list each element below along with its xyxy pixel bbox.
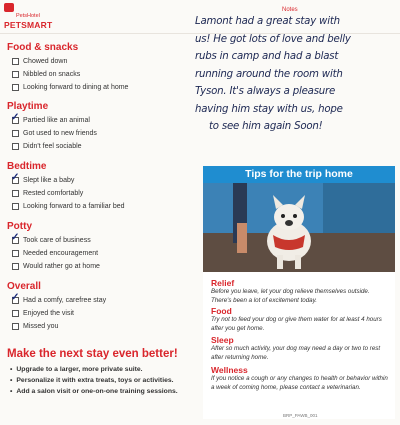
checkbox[interactable] xyxy=(12,143,19,150)
checklist-item[interactable] xyxy=(7,82,128,95)
tip-body: Before you leave, let your dog relieve themselves outside. There's been a lot of excitement today. xyxy=(211,288,370,304)
checklist-label: Looking forward to a familiar bed xyxy=(23,203,125,210)
cta-title: Make the next stay even better! xyxy=(7,348,178,360)
checklist-label: Partied like an animal xyxy=(23,117,90,124)
notes-line: Tyson. It's always a pleasure xyxy=(195,86,336,97)
tip-body: Try not to feed your dog or give them water for at least 4 hours after you get home. xyxy=(211,316,382,332)
cta-bullet-list xyxy=(10,364,178,397)
checklist-label: Needed encouragement xyxy=(23,250,99,257)
checklist-item[interactable] xyxy=(7,261,100,274)
checkmark-icon: ✓ xyxy=(11,112,20,123)
section-title: Potty xyxy=(7,221,32,232)
checklist-item[interactable] xyxy=(7,292,107,308)
dog-photo xyxy=(203,183,395,272)
checklist-label: Chowed down xyxy=(23,58,68,65)
checkmark-icon: ✓ xyxy=(11,232,20,243)
checklist-label: Didn't feel sociable xyxy=(23,143,82,150)
tip-title: Relief xyxy=(211,278,235,288)
checklist-item[interactable] xyxy=(7,308,106,321)
checklist-label: Slept like a baby xyxy=(23,177,75,184)
checklist-item[interactable] xyxy=(7,172,125,188)
checklist-label: Rested comfortably xyxy=(23,190,84,197)
checklist-item[interactable] xyxy=(7,128,97,141)
checkbox[interactable] xyxy=(12,84,19,91)
checkbox[interactable] xyxy=(12,130,19,137)
logo-text: PETSMART xyxy=(4,20,53,30)
checklist-label: Had a comfy, carefree stay xyxy=(23,297,107,304)
checklist-label: Enjoyed the visit xyxy=(23,310,74,317)
tip-body: If you notice a cough or any changes to health or behavior within a week of coming home, please contact a veterinarian. xyxy=(211,375,388,391)
footer-code: BRP_PAWB_001 xyxy=(283,413,318,418)
section-food xyxy=(7,42,128,95)
notes-line: us! He got lots of love and belly xyxy=(195,33,351,45)
logo-mark-icon xyxy=(4,3,14,12)
tip-wellness xyxy=(211,365,389,392)
checkmark-icon: ✓ xyxy=(11,292,20,303)
checkbox[interactable] xyxy=(12,190,19,197)
section-potty xyxy=(7,221,100,274)
checklist-label: Would rather go at home xyxy=(23,263,100,270)
tip-body: After so much activity, your dog may need a day or two to rest after returning home. xyxy=(211,345,381,361)
tips-panel xyxy=(203,166,395,419)
checklist-item[interactable] xyxy=(7,56,128,69)
tip-title: Sleep xyxy=(211,335,234,345)
dog-illustration-icon xyxy=(203,183,395,272)
cta-bullet: • Add a salon visit or one-on-one training sessions. xyxy=(10,386,178,397)
checkbox[interactable] xyxy=(12,263,19,270)
notes-line: Lamont had a great stay with xyxy=(195,16,340,27)
section-title: Playtime xyxy=(7,101,49,112)
checklist-item[interactable] xyxy=(7,232,100,248)
checkbox[interactable] xyxy=(12,250,19,257)
notes-line: running around the room with xyxy=(195,68,343,80)
notes-line: having him stay with us, hope xyxy=(195,103,343,115)
section-overall xyxy=(7,281,106,334)
tip-relief xyxy=(211,278,389,305)
notes-line: to see him again Soon! xyxy=(209,121,323,132)
checkbox[interactable] xyxy=(12,58,19,65)
tips-header: Tips for the trip home xyxy=(203,166,395,183)
checkbox[interactable] xyxy=(12,323,19,330)
checklist-label: Missed you xyxy=(23,323,59,330)
cta-bullet: • Upgrade to a larger, more private suite. xyxy=(10,364,178,375)
checklist-item[interactable] xyxy=(7,248,100,261)
section-playtime xyxy=(7,101,97,154)
logo-subtitle: PetsHotel xyxy=(16,13,40,19)
checkmark-icon: ✓ xyxy=(11,172,20,183)
checklist-label: Nibbled on snacks xyxy=(23,71,81,78)
checklist-label: Got used to new friends xyxy=(23,130,97,137)
section-title: Overall xyxy=(7,281,41,292)
handwritten-notes xyxy=(195,13,395,136)
checkbox[interactable] xyxy=(12,71,19,78)
tip-food xyxy=(211,306,389,333)
notes-label: Notes xyxy=(282,7,298,13)
section-bedtime xyxy=(7,161,125,214)
section-title: Bedtime xyxy=(7,161,47,172)
checklist-item[interactable] xyxy=(7,112,97,128)
section-title: Food & snacks xyxy=(7,42,79,53)
cta-bullet: • Personalize it with extra treats, toys or activities. xyxy=(10,375,178,386)
checklist-item[interactable] xyxy=(7,141,97,154)
checklist-label: Looking forward to dining at home xyxy=(23,84,129,91)
petsmart-logo xyxy=(4,2,62,30)
checklist-item[interactable] xyxy=(7,69,128,82)
notes-line: rubs in camp and had a blast xyxy=(195,51,339,62)
checklist-item[interactable] xyxy=(7,188,125,201)
tip-title: Wellness xyxy=(211,365,248,375)
checklist-item[interactable] xyxy=(7,321,106,334)
checkbox[interactable] xyxy=(12,310,19,317)
checkbox[interactable] xyxy=(12,203,19,210)
checklist-item[interactable] xyxy=(7,201,125,214)
checklist-label: Took care of business xyxy=(23,237,91,244)
tip-title: Food xyxy=(211,306,232,316)
tip-sleep xyxy=(211,335,389,362)
